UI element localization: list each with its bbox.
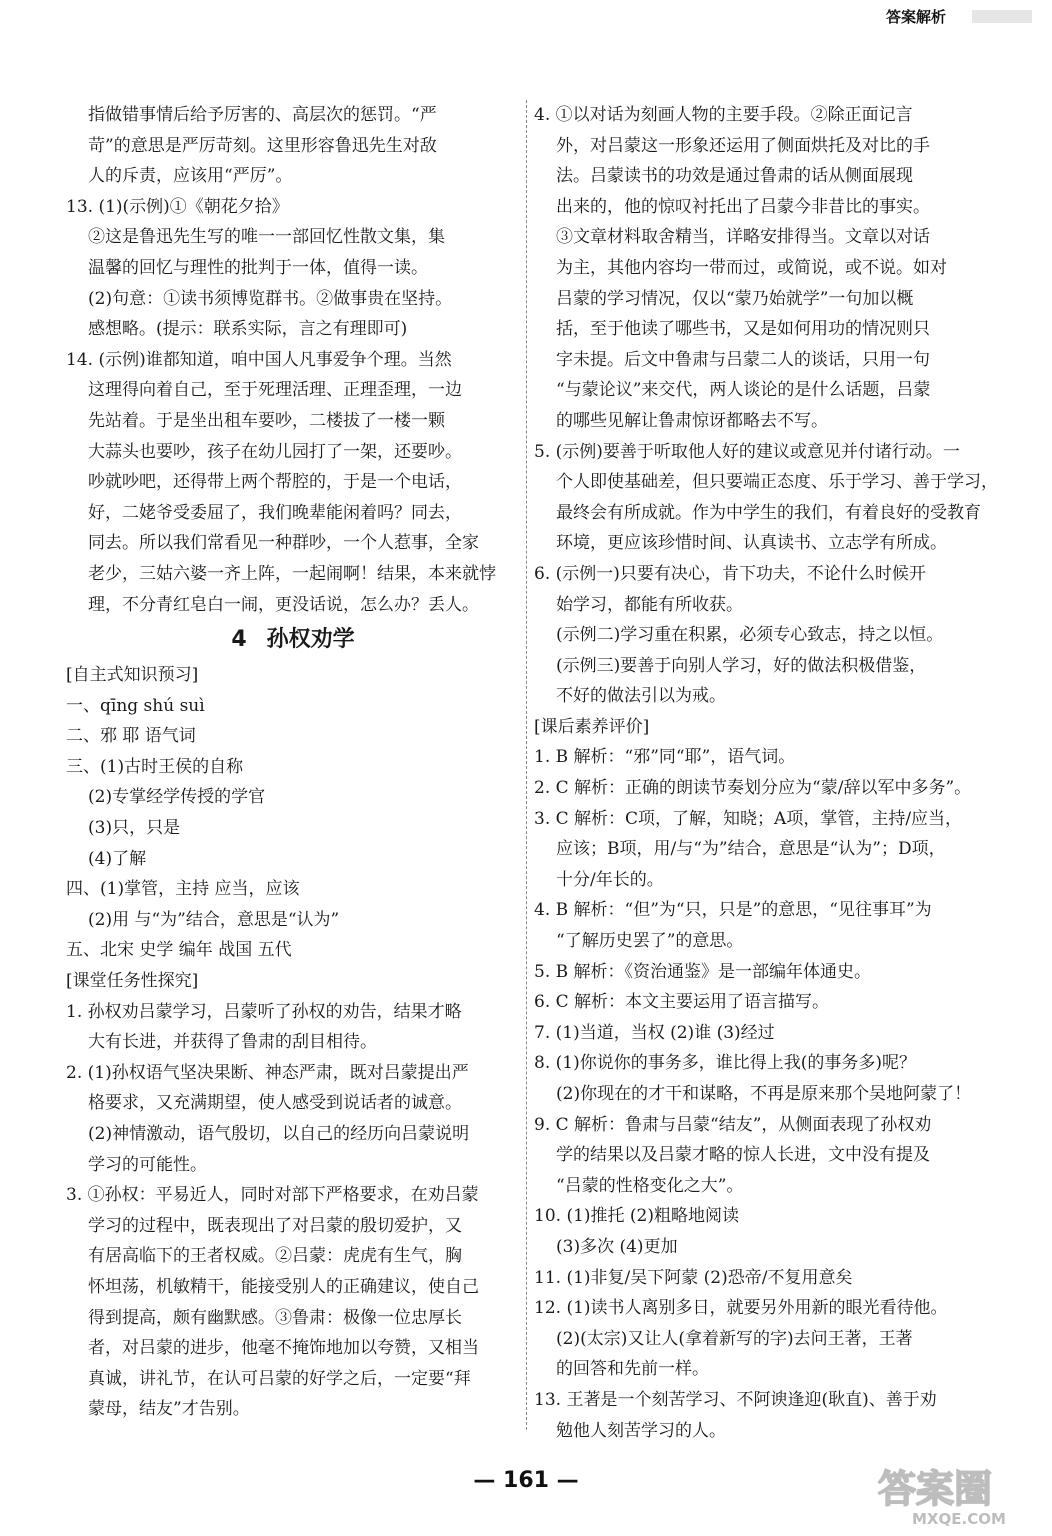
text-line: (示例三)要善于向别人学习，好的做法积极借鉴， bbox=[556, 655, 927, 676]
text-line: 的回答和先前一样。 bbox=[556, 1359, 709, 1380]
text-line: 8. (1)你说你的事务多，谁比得上我(的事务多)呢？ bbox=[534, 1053, 916, 1074]
text-line: 法。吕蒙读书的功效是通过鲁肃的话从侧面展现 bbox=[556, 166, 913, 187]
text-line: ②这是鲁迅先生写的唯一一部回忆性散文集，集 bbox=[88, 227, 445, 248]
text-line: 14. (示例)谁都知道，咱中国人凡事爱争个理。当然 bbox=[66, 349, 452, 370]
text-line: 先站着。于是坐出租车要吵，二楼拔了一楼一颗 bbox=[88, 410, 445, 431]
text-line: 吕蒙的学习情况，仅以“蒙乃始就学”一句加以概 bbox=[556, 288, 914, 309]
watermark-subtext: MXQE.COM bbox=[912, 1510, 1006, 1528]
text-line: 学习的可能性。 bbox=[88, 1154, 207, 1175]
text-line: 4. B 解析：“但”为“只，只是”的意思，“见往事耳”为 bbox=[534, 900, 932, 921]
text-line: 最终会有所成就。作为中学生的我们，有着良好的受教育 bbox=[556, 502, 981, 523]
text-line: 不好的做法引以为戒。 bbox=[556, 686, 726, 707]
text-line: 者，对吕蒙的进步，他毫不掩饰地加以夸赞，又相当 bbox=[88, 1338, 479, 1359]
text-line: 吵就吵吧，还得带上两个帮腔的，于是一个电话， bbox=[88, 472, 462, 493]
text-line: “了解历史罢了”的意思。 bbox=[556, 931, 744, 952]
text-line: (3)只，只是 bbox=[88, 818, 181, 839]
text-line: 10. (1)推托 (2)粗略地阅读 bbox=[534, 1206, 740, 1227]
text-line: 6. (示例一)只要有决心，肯下功夫，不论什么时候开 bbox=[534, 563, 926, 584]
text-line: 2. (1)孙权语气坚决果断、神态严肃，既对吕蒙提出严 bbox=[66, 1062, 469, 1083]
text-line: 大有长进，并获得了鲁肃的刮目相待。 bbox=[88, 1032, 377, 1053]
watermark-logo bbox=[872, 1460, 1042, 1530]
text-line: 5. B 解析：《资治通鉴》是一部编年体通史。 bbox=[534, 961, 872, 982]
text-line: 7. (1)当道，当权 (2)谁 (3)经过 bbox=[534, 1022, 775, 1043]
left-column bbox=[66, 100, 520, 1425]
text-line: 11. (1)非复/吴下阿蒙 (2)恐帝/不复用意矣 bbox=[534, 1267, 853, 1288]
text-line: 得到提高，颇有幽默感。③鲁肃：极像一位忠厚长 bbox=[88, 1307, 462, 1328]
text-line: 大蒜头也要吵，孩子在幼儿园打了一架，还要吵。 bbox=[88, 441, 462, 462]
text-line: 苛”的意思是严厉苛刻。这里形容鲁迅先生对敌 bbox=[88, 135, 437, 156]
text-line: [课堂任务性探究] bbox=[66, 971, 199, 992]
text-line: (2)句意：①读书须博览群书。②做事贵在坚持。 bbox=[88, 288, 453, 309]
section-title bbox=[66, 620, 520, 660]
text-line: 应该；B项，用/与“为”结合，意思是“认为”；D项， bbox=[556, 839, 946, 860]
text-line: (2)(太宗)又让人(拿着新写的字)去问王著，王著 bbox=[556, 1328, 913, 1349]
text-line: 字未提。后文中鲁肃与吕蒙二人的谈话，只用一句 bbox=[556, 349, 930, 370]
text-line: 人的斥责，应该用“严厉”。 bbox=[88, 166, 293, 187]
text-line: 4. ①以对话为刻画人物的主要手段。②除正面记言 bbox=[534, 105, 913, 125]
section-number: 4 bbox=[231, 627, 247, 653]
text-line: 怀坦荡，机敏精干，能接受别人的正确建议，使自己 bbox=[88, 1276, 479, 1297]
text-line: 2. C 解析：正确的朗读节奏划分应为“蒙/辞以军中多务”。 bbox=[534, 778, 972, 799]
text-line: (4)了解 bbox=[88, 848, 147, 869]
text-line: 感想略。(提示：联系实际，言之有理即可) bbox=[88, 319, 408, 340]
text-line: “与蒙论议”来交代，两人谈论的是什么话题，吕蒙 bbox=[556, 380, 931, 401]
text-line: 括，至于他读了哪些书，又是如何用功的情况则只 bbox=[556, 319, 930, 340]
text-line: 十分/年长的。 bbox=[556, 869, 664, 890]
text-line: 13. (1)(示例)①《朝花夕拾》 bbox=[66, 196, 289, 217]
text-line: 13. 王著是一个刻苦学习、不阿谀逢迎(耿直)、善于劝 bbox=[534, 1389, 937, 1410]
text-line: (2)专掌经学传授的学官 bbox=[88, 787, 266, 808]
text-line: (3)多次 (4)更加 bbox=[556, 1236, 678, 1257]
text-line: 同去。所以我们常看见一种群吵，一个人惹事，全家 bbox=[88, 533, 479, 554]
header-title: 答案解析 bbox=[886, 8, 947, 26]
section-title-text: 孙权劝学 bbox=[266, 627, 355, 653]
text-line: 蒙母，结友”才告别。 bbox=[88, 1399, 250, 1420]
text-line: 个人即使基础差，但只要端正态度、乐于学习、善于学习， bbox=[556, 472, 998, 493]
text-line: 12. (1)读书人离别多日，就要另外用新的眼光看待他。 bbox=[534, 1298, 948, 1319]
text-line: 始学习，都能有所收获。 bbox=[556, 594, 743, 615]
text-line: (2)神情激动，语气殷切，以自己的经历向吕蒙说明 bbox=[88, 1124, 470, 1144]
text-line: 学习的过程中，既表现出了对吕蒙的殷切爱护，又 bbox=[88, 1215, 462, 1236]
text-line: [自主式知识预习] bbox=[66, 665, 199, 686]
text-line: 学的结果以及吕蒙才略的惊人长进，文中没有提及 bbox=[556, 1145, 930, 1166]
watermark-text: 答案圈 bbox=[878, 1467, 993, 1511]
text-line: 温馨的回忆与理性的批判于一体，值得一读。 bbox=[88, 257, 428, 278]
text-line: 一、qīng shú suì bbox=[66, 695, 205, 716]
text-line: 二、邪 耶 语气词 bbox=[66, 726, 196, 747]
text-line: 好，二姥爷受委屈了，我们晚辈能闲着吗？同去， bbox=[88, 502, 462, 523]
text-line: [课后素养评价] bbox=[534, 716, 650, 737]
text-line: 勉他人刻苦学习的人。 bbox=[556, 1420, 726, 1441]
text-line: “吕蒙的性格变化之大”。 bbox=[556, 1175, 744, 1196]
text-line: 3. ①孙权：平易近人，同时对部下严格要求，在劝吕蒙 bbox=[66, 1185, 479, 1206]
text-line: 为主，其他内容均一带而过，或简说，或不说。如对 bbox=[556, 257, 947, 278]
text-line: 五、北宋 史学 编年 战国 五代 bbox=[66, 940, 292, 961]
text-line: 1. 孙权劝吕蒙学习，吕蒙听了孙权的劝告，结果才略 bbox=[66, 1001, 462, 1022]
text-line: 9. C 解析：鲁肃与吕蒙“结友”，从侧面表现了孙权劝 bbox=[534, 1114, 932, 1135]
column-divider bbox=[526, 100, 527, 1430]
text-line: (2)你现在的才干和谋略，不再是原来那个吴地阿蒙了！ bbox=[556, 1084, 972, 1104]
text-line: 环境，更应该珍惜时间、认真读书、立志学有所成。 bbox=[556, 533, 947, 554]
text-line: 外，对吕蒙这一形象还运用了侧面烘托及对比的手 bbox=[556, 135, 930, 156]
text-line: 指做错事情后给予厉害的、高层次的惩罚。“严 bbox=[88, 105, 437, 125]
text-line: 3. C 解析：C项，了解，知晓；A项，掌管，主持/应当， bbox=[534, 808, 963, 829]
text-line: 四、(1)掌管，主持 应当，应该 bbox=[66, 879, 300, 900]
text-line: 老少，三姑六婆一齐上阵，一起闹啊！结果，本来就悖 bbox=[88, 563, 496, 584]
text-line: 出来的，他的惊叹衬托出了吕蒙今非昔比的事实。 bbox=[556, 196, 930, 217]
text-line: 这理得向着自己，至于死理活理、正理歪理，一边 bbox=[88, 380, 462, 401]
text-line: 6. C 解析：本文主要运用了语言描写。 bbox=[534, 992, 830, 1013]
text-line: 理，不分青红皂白一闹，更没话说，怎么办？丢人。 bbox=[88, 594, 479, 615]
page-number: — 161 — bbox=[473, 1468, 579, 1493]
text-line: ③文章材料取舍精当，详略安排得当。文章以对话 bbox=[556, 227, 930, 248]
text-line: 真诚，讲礼节，在认可吕蒙的好学之后，一定要“拜 bbox=[88, 1368, 471, 1389]
text-line: (2)用 与“为”结合，意思是“认为” bbox=[88, 909, 340, 930]
text-line: 5. (示例)要善于听取他人好的建议或意见并付诸行动。一 bbox=[534, 441, 960, 462]
text-line: (示例二)学习重在积累，必须专心致志，持之以恒。 bbox=[556, 625, 944, 646]
text-line: 1. B 解析：“邪”同“耶”，语气词。 bbox=[534, 747, 796, 768]
right-column bbox=[534, 100, 1002, 1446]
text-line: 格要求，又充满期望，使人感受到说话者的诚意。 bbox=[88, 1093, 462, 1114]
text-line: 有居高临下的王者权威。②吕蒙：虎虎有生气，胸 bbox=[88, 1246, 462, 1267]
header-decor-bar bbox=[972, 10, 1032, 23]
text-line: 三、(1)古时王侯的自称 bbox=[66, 756, 244, 777]
text-line: 的哪些见解让鲁肃惊讶都略去不写。 bbox=[556, 410, 828, 431]
